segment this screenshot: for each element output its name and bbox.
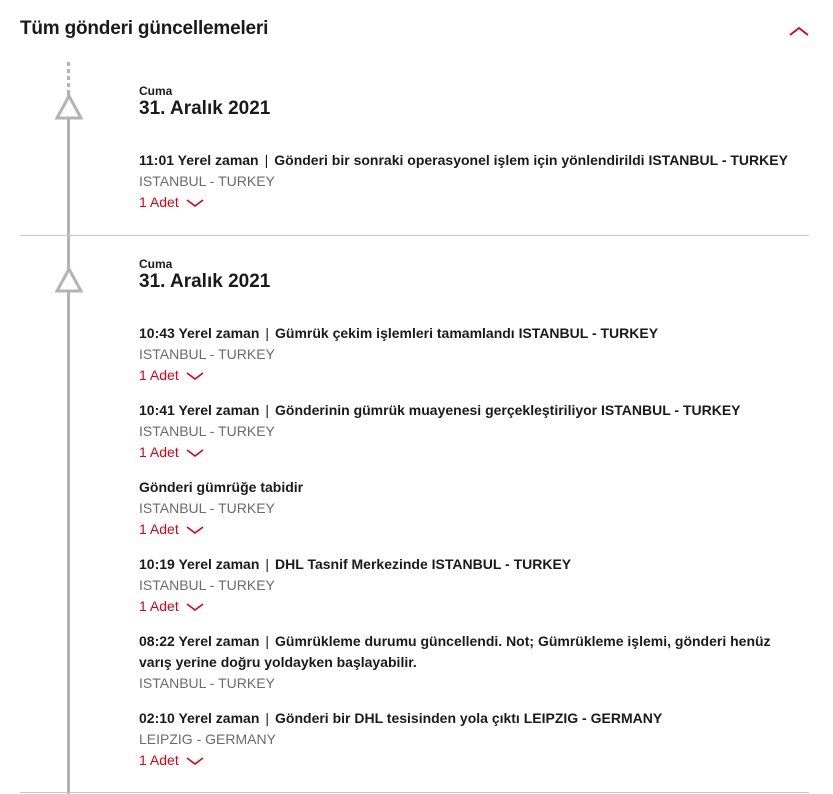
timeline-dashed-start (67, 62, 70, 94)
collapse-button[interactable] (787, 22, 811, 40)
date-heading: 31. Aralık 2021 (139, 271, 271, 292)
piece-count-toggle[interactable] (139, 442, 205, 463)
list-item (139, 400, 799, 463)
piece-count-toggle[interactable] (139, 519, 205, 540)
event-location: LEIPZIG - GERMANY (139, 731, 276, 747)
event-time: 08:22 Yerel zaman (139, 633, 260, 649)
chevron-down-icon (185, 448, 205, 458)
event-text: Gümrük çekim işlemleri tamamlandı ISTANBUL - TURKEY (275, 325, 659, 341)
timeline-line (67, 94, 70, 794)
event-text: Gönderinin gümrük muayenesi gerçekleştiriliyor ISTANBUL - TURKEY (275, 402, 741, 418)
event-location: ISTANBUL - TURKEY (139, 173, 275, 189)
event-text: Gümrükleme durumu güncellendi. Not; Gümrükleme işlemi, gönderi henüz varış yerine doğru yoldayken başlayabilir. (139, 633, 771, 670)
piece-count-label: 1 Adet (139, 367, 179, 383)
event-location: ISTANBUL - TURKEY (139, 500, 275, 516)
event-separator: | (265, 710, 270, 726)
event-separator: | (265, 402, 270, 418)
day-name: Cuma (139, 257, 173, 271)
event-location: ISTANBUL - TURKEY (139, 577, 275, 593)
event-title (139, 631, 799, 673)
list-item (139, 150, 799, 213)
date-group-2 (139, 257, 270, 293)
date-group-1 (139, 84, 270, 120)
event-location: ISTANBUL - TURKEY (139, 675, 275, 691)
event-text: DHL Tasnif Merkezinde ISTANBUL - TURKEY (275, 556, 572, 572)
event-title (139, 477, 799, 498)
event-title (139, 150, 799, 171)
event-text: Gönderi gümrüğe tabidir (139, 479, 304, 495)
piece-count-label: 1 Adet (139, 444, 179, 460)
piece-count-toggle[interactable] (139, 596, 205, 617)
chevron-down-icon (185, 602, 205, 612)
list-item (139, 323, 799, 386)
triangle-marker-icon (55, 267, 83, 293)
piece-count-label: 1 Adet (139, 521, 179, 537)
chevron-down-icon (185, 371, 205, 381)
list-item (139, 708, 799, 771)
event-title (139, 554, 799, 575)
event-time: 10:43 Yerel zaman (139, 325, 260, 341)
section-header (20, 18, 811, 46)
event-separator: | (265, 556, 270, 572)
group-divider (20, 235, 809, 236)
event-title (139, 708, 799, 729)
piece-count-toggle[interactable] (139, 192, 205, 213)
event-time: 10:19 Yerel zaman (139, 556, 260, 572)
event-title (139, 400, 799, 421)
event-separator: | (264, 152, 269, 168)
event-text: Gönderi bir sonraki operasyonel işlem için yönlendirildi ISTANBUL - TURKEY (274, 152, 788, 168)
event-location: ISTANBUL - TURKEY (139, 423, 275, 439)
event-text: Gönderi bir DHL tesisinden yola çıktı LEIPZIG - GERMANY (275, 710, 663, 726)
piece-count-label: 1 Adet (139, 194, 179, 210)
chevron-down-icon (185, 756, 205, 766)
list-item (139, 554, 799, 617)
event-time: 11:01 Yerel zaman (139, 152, 259, 168)
chevron-up-icon (787, 22, 811, 40)
piece-count-toggle[interactable] (139, 750, 205, 771)
section-title: Tüm gönderi güncellemeleri (20, 18, 269, 39)
event-time: 10:41 Yerel zaman (139, 402, 260, 418)
chevron-down-icon (185, 198, 205, 208)
piece-count-label: 1 Adet (139, 752, 179, 768)
piece-count-label: 1 Adet (139, 598, 179, 614)
group-divider (20, 792, 809, 793)
day-name: Cuma (139, 84, 173, 98)
chevron-down-icon (185, 525, 205, 535)
event-location: ISTANBUL - TURKEY (139, 346, 275, 362)
list-item (139, 477, 799, 540)
event-separator: | (265, 633, 270, 649)
piece-count-toggle[interactable] (139, 365, 205, 386)
event-time: 02:10 Yerel zaman (139, 710, 260, 726)
event-separator: | (265, 325, 270, 341)
date-heading: 31. Aralık 2021 (139, 98, 271, 119)
triangle-marker-icon (55, 94, 83, 120)
event-title (139, 323, 799, 344)
list-item (139, 631, 799, 694)
